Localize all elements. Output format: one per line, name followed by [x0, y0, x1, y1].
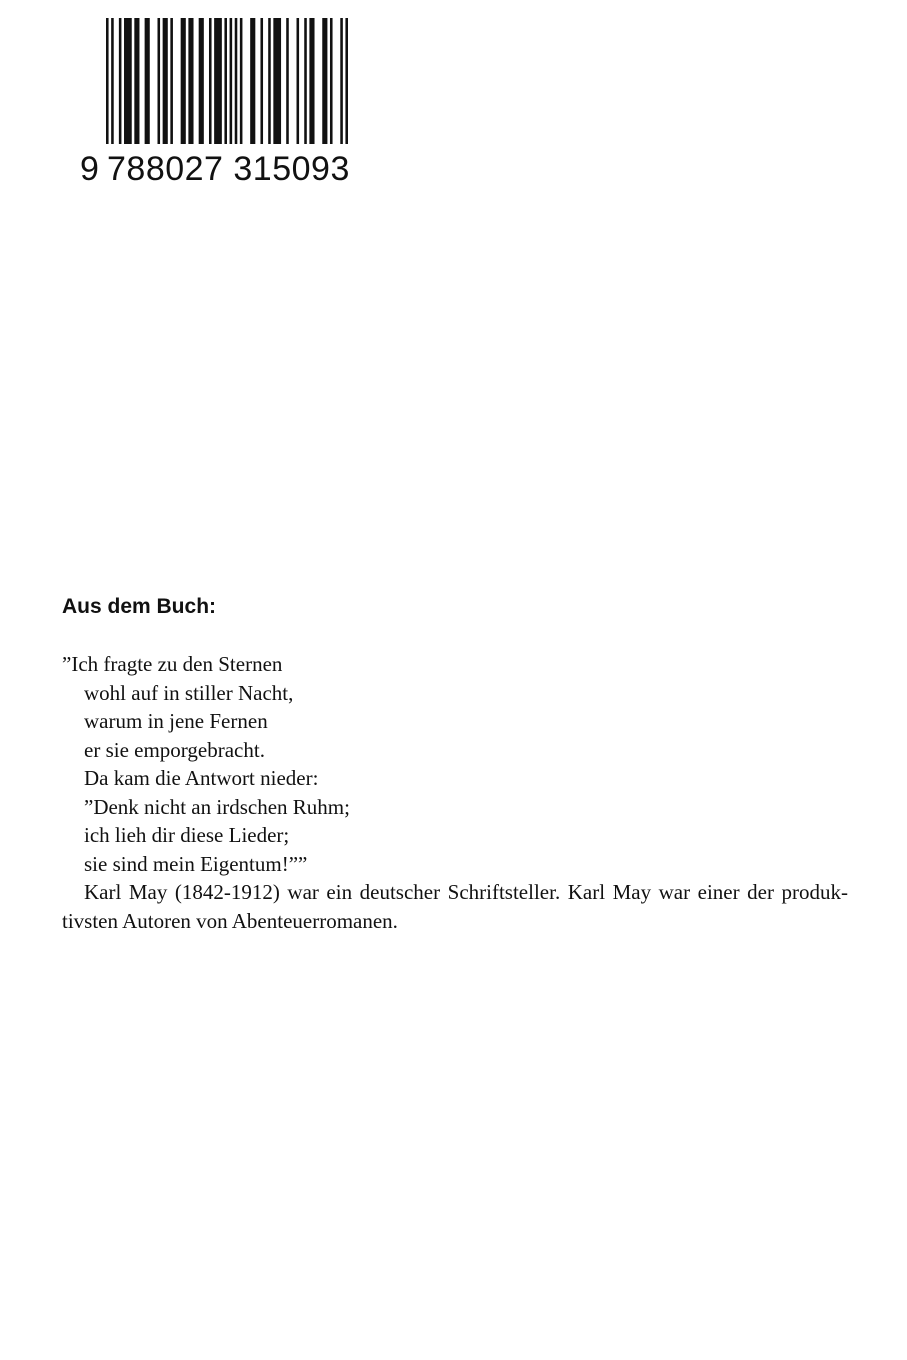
isbn-remaining-digits: 788027 315093 [106, 144, 351, 194]
poem-line: Da kam die Antwort nieder: [84, 766, 319, 790]
barcode-bar [145, 18, 150, 158]
barcode-bar [157, 18, 160, 158]
barcode-bar [214, 18, 222, 158]
poem-line: ich lieh dir diese Lieder; [84, 823, 290, 847]
barcode-bar [286, 18, 289, 158]
poem-line: warum in jene Fernen [84, 709, 268, 733]
barcode-bar [163, 18, 168, 158]
barcode-bar [304, 18, 307, 158]
poem-line: er sie emporgebracht. [84, 737, 265, 762]
barcode-bar [199, 18, 204, 158]
blurb-heading: Aus dem Buch: [62, 595, 217, 618]
blurb-text [62, 650, 852, 935]
poem-line: sie sind mein Eigentum!”” [84, 851, 308, 876]
barcode-bar [309, 18, 314, 158]
barcode-bar [268, 18, 271, 158]
barcode-bar [330, 18, 333, 158]
isbn-number [78, 144, 350, 194]
isbn-first-digit: 9 [80, 150, 99, 188]
barcode-bar [322, 18, 327, 158]
poem-line: wohl auf in stiller Nacht, [84, 680, 294, 705]
author-description: Karl May (1842-1912) war ein deutscher Schriftsteller. Karl May war einer der produk-tivsten Autoren von Abenteuerromanen. [62, 880, 848, 933]
barcode-bar [188, 18, 193, 158]
poem-line: ”Denk nicht an irdschen Ruhm; [84, 794, 350, 819]
barcode-bar [224, 18, 227, 158]
barcode-bar [119, 18, 122, 158]
barcode-bar [170, 18, 173, 158]
barcode-bar [181, 18, 186, 158]
barcode-bar [250, 18, 255, 158]
barcode [78, 18, 350, 188]
poem-line: ”Ich fragte zu den Sternen [62, 652, 283, 676]
barcode-bar [134, 18, 139, 158]
barcode-bar [260, 18, 263, 158]
barcode-bar [297, 18, 300, 158]
barcode-bar [209, 18, 212, 158]
barcode-bar [240, 18, 243, 158]
barcode-bar [124, 18, 132, 158]
barcode-bar [273, 18, 281, 158]
